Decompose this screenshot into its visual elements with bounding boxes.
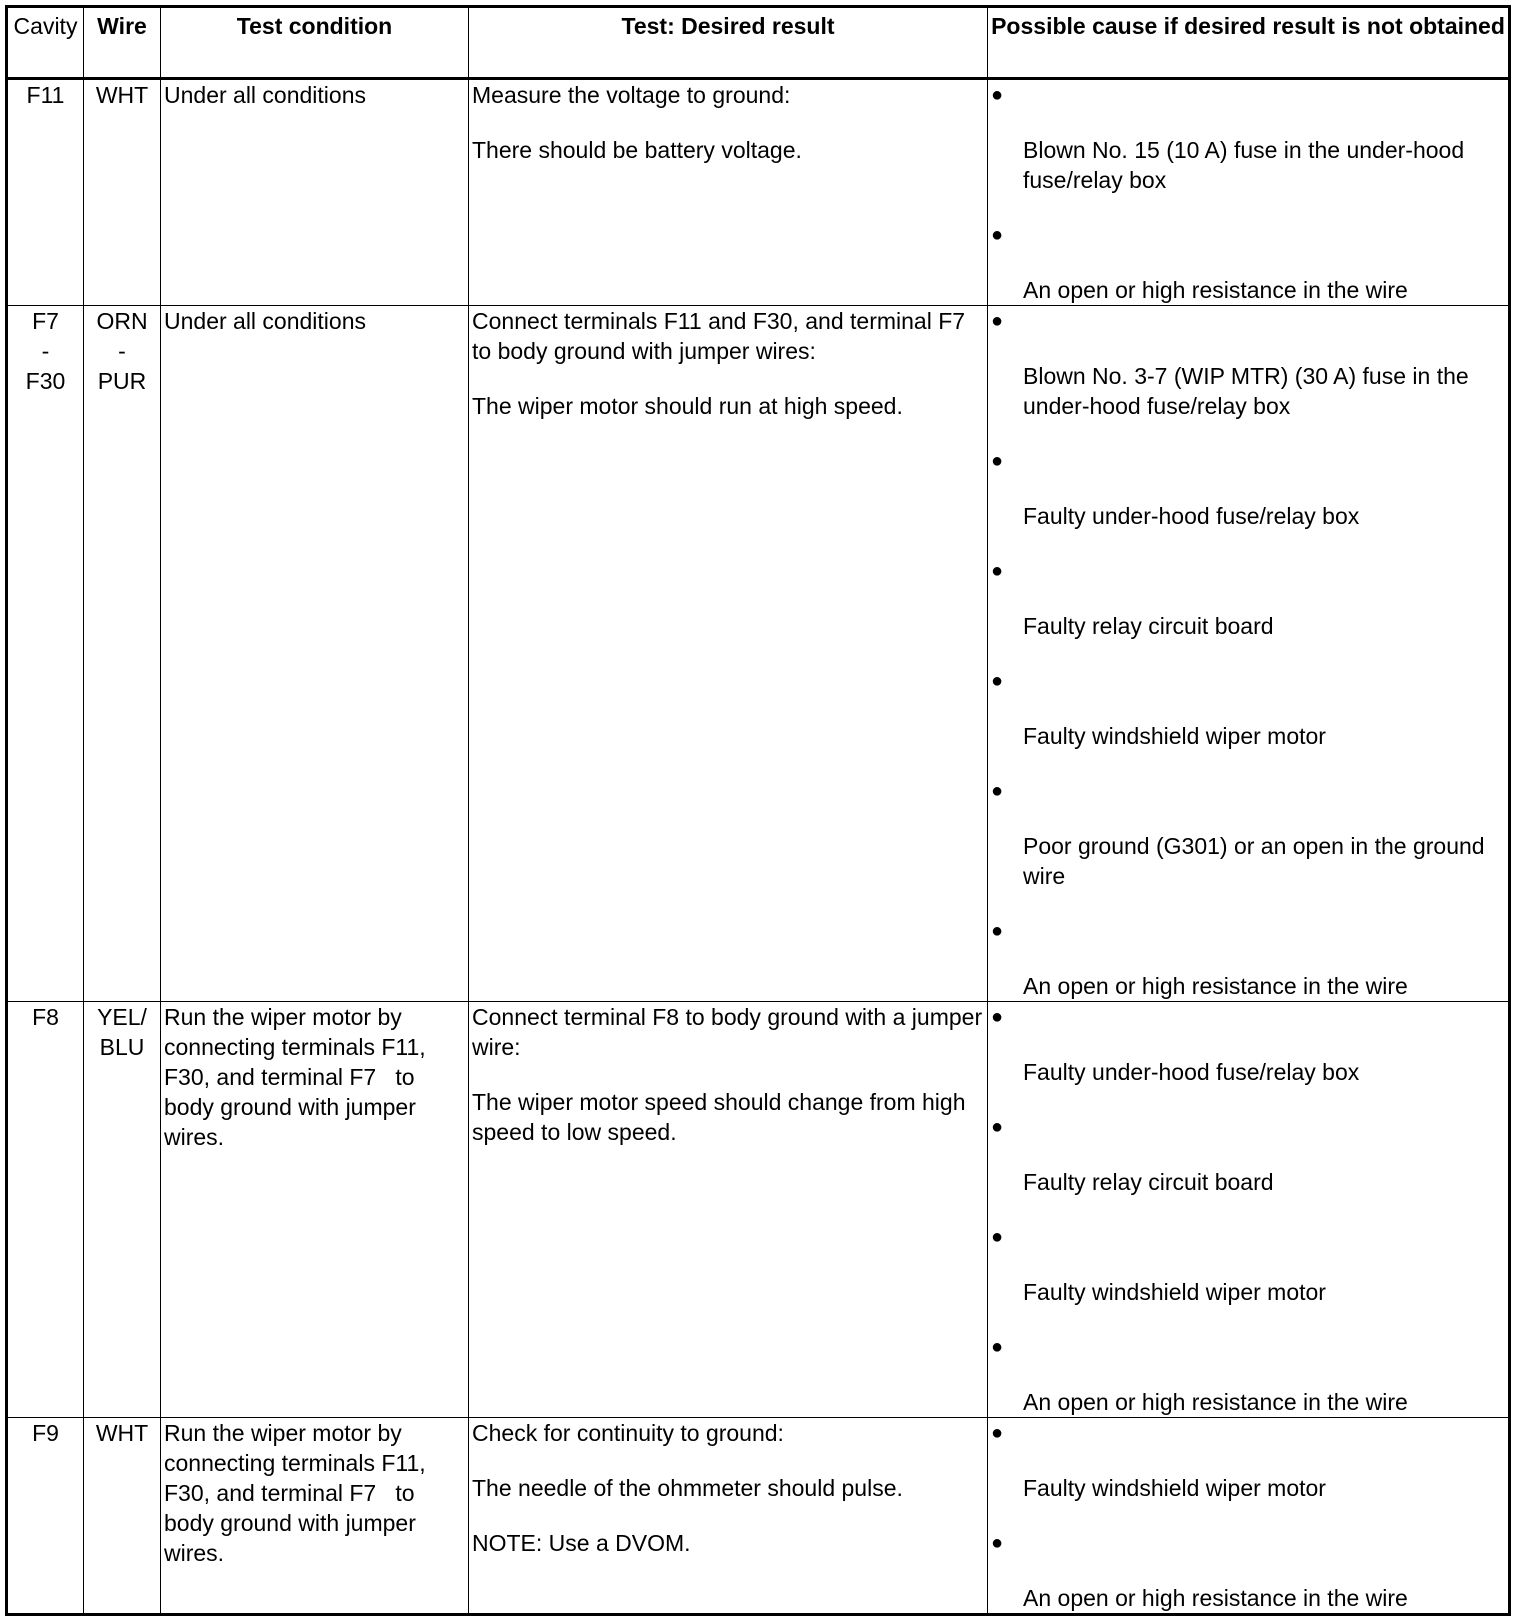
wire-line: WHT [95, 1420, 149, 1446]
cause-item [991, 916, 1505, 1001]
possible-cause-cell [988, 1418, 1510, 1615]
bullet-icon: ● [991, 1116, 1004, 1138]
cause-text: Faulty relay circuit board [1023, 613, 1274, 639]
desired-result-paragraph: The wiper motor should run at high speed. [472, 393, 903, 419]
bullet-spacer [991, 250, 1505, 275]
cause-item [991, 1002, 1505, 1087]
test-condition-cell: Run the wiper motor by connecting terminals F11, F30, and terminal F7 to body ground with jumper wires. [161, 1418, 469, 1615]
bullet-spacer [991, 110, 1505, 135]
cause-list [991, 1002, 1505, 1417]
cavity-cell [7, 306, 84, 1002]
cause-item [991, 776, 1505, 891]
wire-line: PUR [97, 368, 147, 394]
bullet-spacer [991, 1142, 1505, 1167]
wire-cell [84, 79, 161, 306]
header-desired-result: Test: Desired result [469, 7, 988, 79]
bullet-spacer [991, 1252, 1505, 1277]
cavity-cell [7, 79, 84, 306]
cause-list [991, 306, 1505, 1001]
bullet-icon: ● [991, 1532, 1004, 1554]
desired-result-paragraph: There should be battery voltage. [472, 137, 802, 163]
desired-result-paragraph: Connect terminal F8 to body ground with a jumper wire: [472, 1004, 983, 1060]
bullet-icon: ● [991, 84, 1004, 106]
desired-result-paragraph: The wiper motor speed should change from high speed to low speed. [472, 1089, 966, 1145]
cavity-cell [7, 1002, 84, 1418]
desired-result-cell [469, 306, 988, 1002]
table-row [7, 1002, 1510, 1418]
desired-result-cell [469, 79, 988, 306]
wire-cell [84, 1418, 161, 1615]
bullet-spacer [991, 476, 1505, 501]
wire-line: - [118, 338, 126, 364]
header-test-condition: Test condition [161, 7, 469, 79]
bullet-spacer [991, 946, 1505, 971]
bullet-icon: ● [991, 1226, 1004, 1248]
bullet-spacer [991, 1362, 1505, 1387]
wire-line: YEL/ [97, 1004, 147, 1030]
cause-text: Blown No. 3-7 (WIP MTR) (30 A) fuse in the under-hood fuse/relay box [1023, 363, 1469, 419]
possible-cause-cell [988, 306, 1510, 1002]
bullet-spacer [991, 1448, 1505, 1473]
desired-result-paragraph: The needle of the ohmmeter should pulse. [472, 1475, 903, 1501]
wire-line: ORN [96, 308, 148, 334]
cause-text: An open or high resistance in the wire [1023, 277, 1408, 303]
table-row [7, 306, 1510, 1002]
header-wire: Wire [84, 7, 161, 79]
test-condition-cell: Under all conditions [161, 306, 469, 1002]
possible-cause-cell [988, 1002, 1510, 1418]
bullet-spacer [991, 336, 1505, 361]
bullet-spacer [991, 696, 1505, 721]
bullet-spacer [991, 586, 1505, 611]
cause-text: Faulty windshield wiper motor [1023, 1279, 1326, 1305]
header-cavity: Cavity [7, 7, 84, 79]
desired-result-paragraph: Measure the voltage to ground: [472, 82, 791, 108]
desired-result-paragraph: Connect terminals F11 and F30, and terminal F7 to body ground with jumper wires: [472, 308, 966, 364]
bullet-icon: ● [991, 780, 1004, 802]
table-row [7, 79, 1510, 306]
cavity-line: F30 [25, 368, 66, 394]
diagnosis-table [5, 5, 1511, 1616]
bullet-icon: ● [991, 1006, 1004, 1028]
bullet-spacer [991, 1032, 1505, 1057]
cavity-line: F11 [26, 82, 65, 108]
test-condition-cell: Under all conditions [161, 79, 469, 306]
cause-item [991, 1332, 1505, 1417]
cause-item [991, 1418, 1505, 1503]
cause-text: An open or high resistance in the wire [1023, 973, 1408, 999]
cause-item [991, 1528, 1505, 1613]
cause-item [991, 1222, 1505, 1307]
cause-text: Faulty under-hood fuse/relay box [1023, 503, 1360, 529]
cause-text: Faulty windshield wiper motor [1023, 1475, 1326, 1501]
test-condition-cell: Run the wiper motor by connecting terminals F11, F30, and terminal F7 to body ground with jumper wires. [161, 1002, 469, 1418]
cause-text: Poor ground (G301) or an open in the ground wire [1023, 833, 1485, 889]
cause-item [991, 556, 1505, 641]
possible-cause-cell [988, 79, 1510, 306]
header-row [7, 7, 1510, 79]
cavity-line: F9 [32, 1420, 59, 1446]
cause-text: Faulty windshield wiper motor [1023, 723, 1326, 749]
cause-text: Faulty under-hood fuse/relay box [1023, 1059, 1360, 1085]
bullet-icon: ● [991, 450, 1004, 472]
cause-item [991, 306, 1505, 421]
bullet-icon: ● [991, 1336, 1004, 1358]
bullet-icon: ● [991, 1422, 1004, 1444]
header-possible-cause: Possible cause if desired result is not obtained [988, 7, 1510, 79]
bullet-icon: ● [991, 224, 1004, 246]
cause-text: An open or high resistance in the wire [1023, 1389, 1408, 1415]
bullet-icon: ● [991, 310, 1004, 332]
cavity-line: F7 [32, 308, 59, 334]
cause-item [991, 220, 1505, 305]
wire-cell [84, 306, 161, 1002]
cause-item [991, 446, 1505, 531]
wire-line: WHT [95, 82, 149, 108]
wire-line: BLU [99, 1034, 145, 1060]
cause-item [991, 1112, 1505, 1197]
table-row [7, 1418, 1510, 1615]
desired-result-cell [469, 1002, 988, 1418]
cavity-line: F8 [32, 1004, 59, 1030]
bullet-icon: ● [991, 670, 1004, 692]
cavity-cell [7, 1418, 84, 1615]
bullet-icon: ● [991, 920, 1004, 942]
cause-list [991, 80, 1505, 305]
cause-item [991, 80, 1505, 195]
cause-text: An open or high resistance in the wire [1023, 1585, 1408, 1611]
wire-cell [84, 1002, 161, 1418]
cause-text: Blown No. 15 (10 A) fuse in the under-hood fuse/relay box [1023, 137, 1465, 193]
bullet-icon: ● [991, 560, 1004, 582]
desired-result-paragraph: NOTE: Use a DVOM. [472, 1530, 691, 1556]
cause-text: Faulty relay circuit board [1023, 1169, 1274, 1195]
cause-list [991, 1418, 1505, 1613]
table-body [7, 79, 1510, 1615]
cavity-line: - [41, 338, 50, 364]
cause-item [991, 666, 1505, 751]
bullet-spacer [991, 806, 1505, 831]
desired-result-paragraph: Check for continuity to ground: [472, 1420, 784, 1446]
bullet-spacer [991, 1558, 1505, 1583]
desired-result-cell [469, 1418, 988, 1615]
